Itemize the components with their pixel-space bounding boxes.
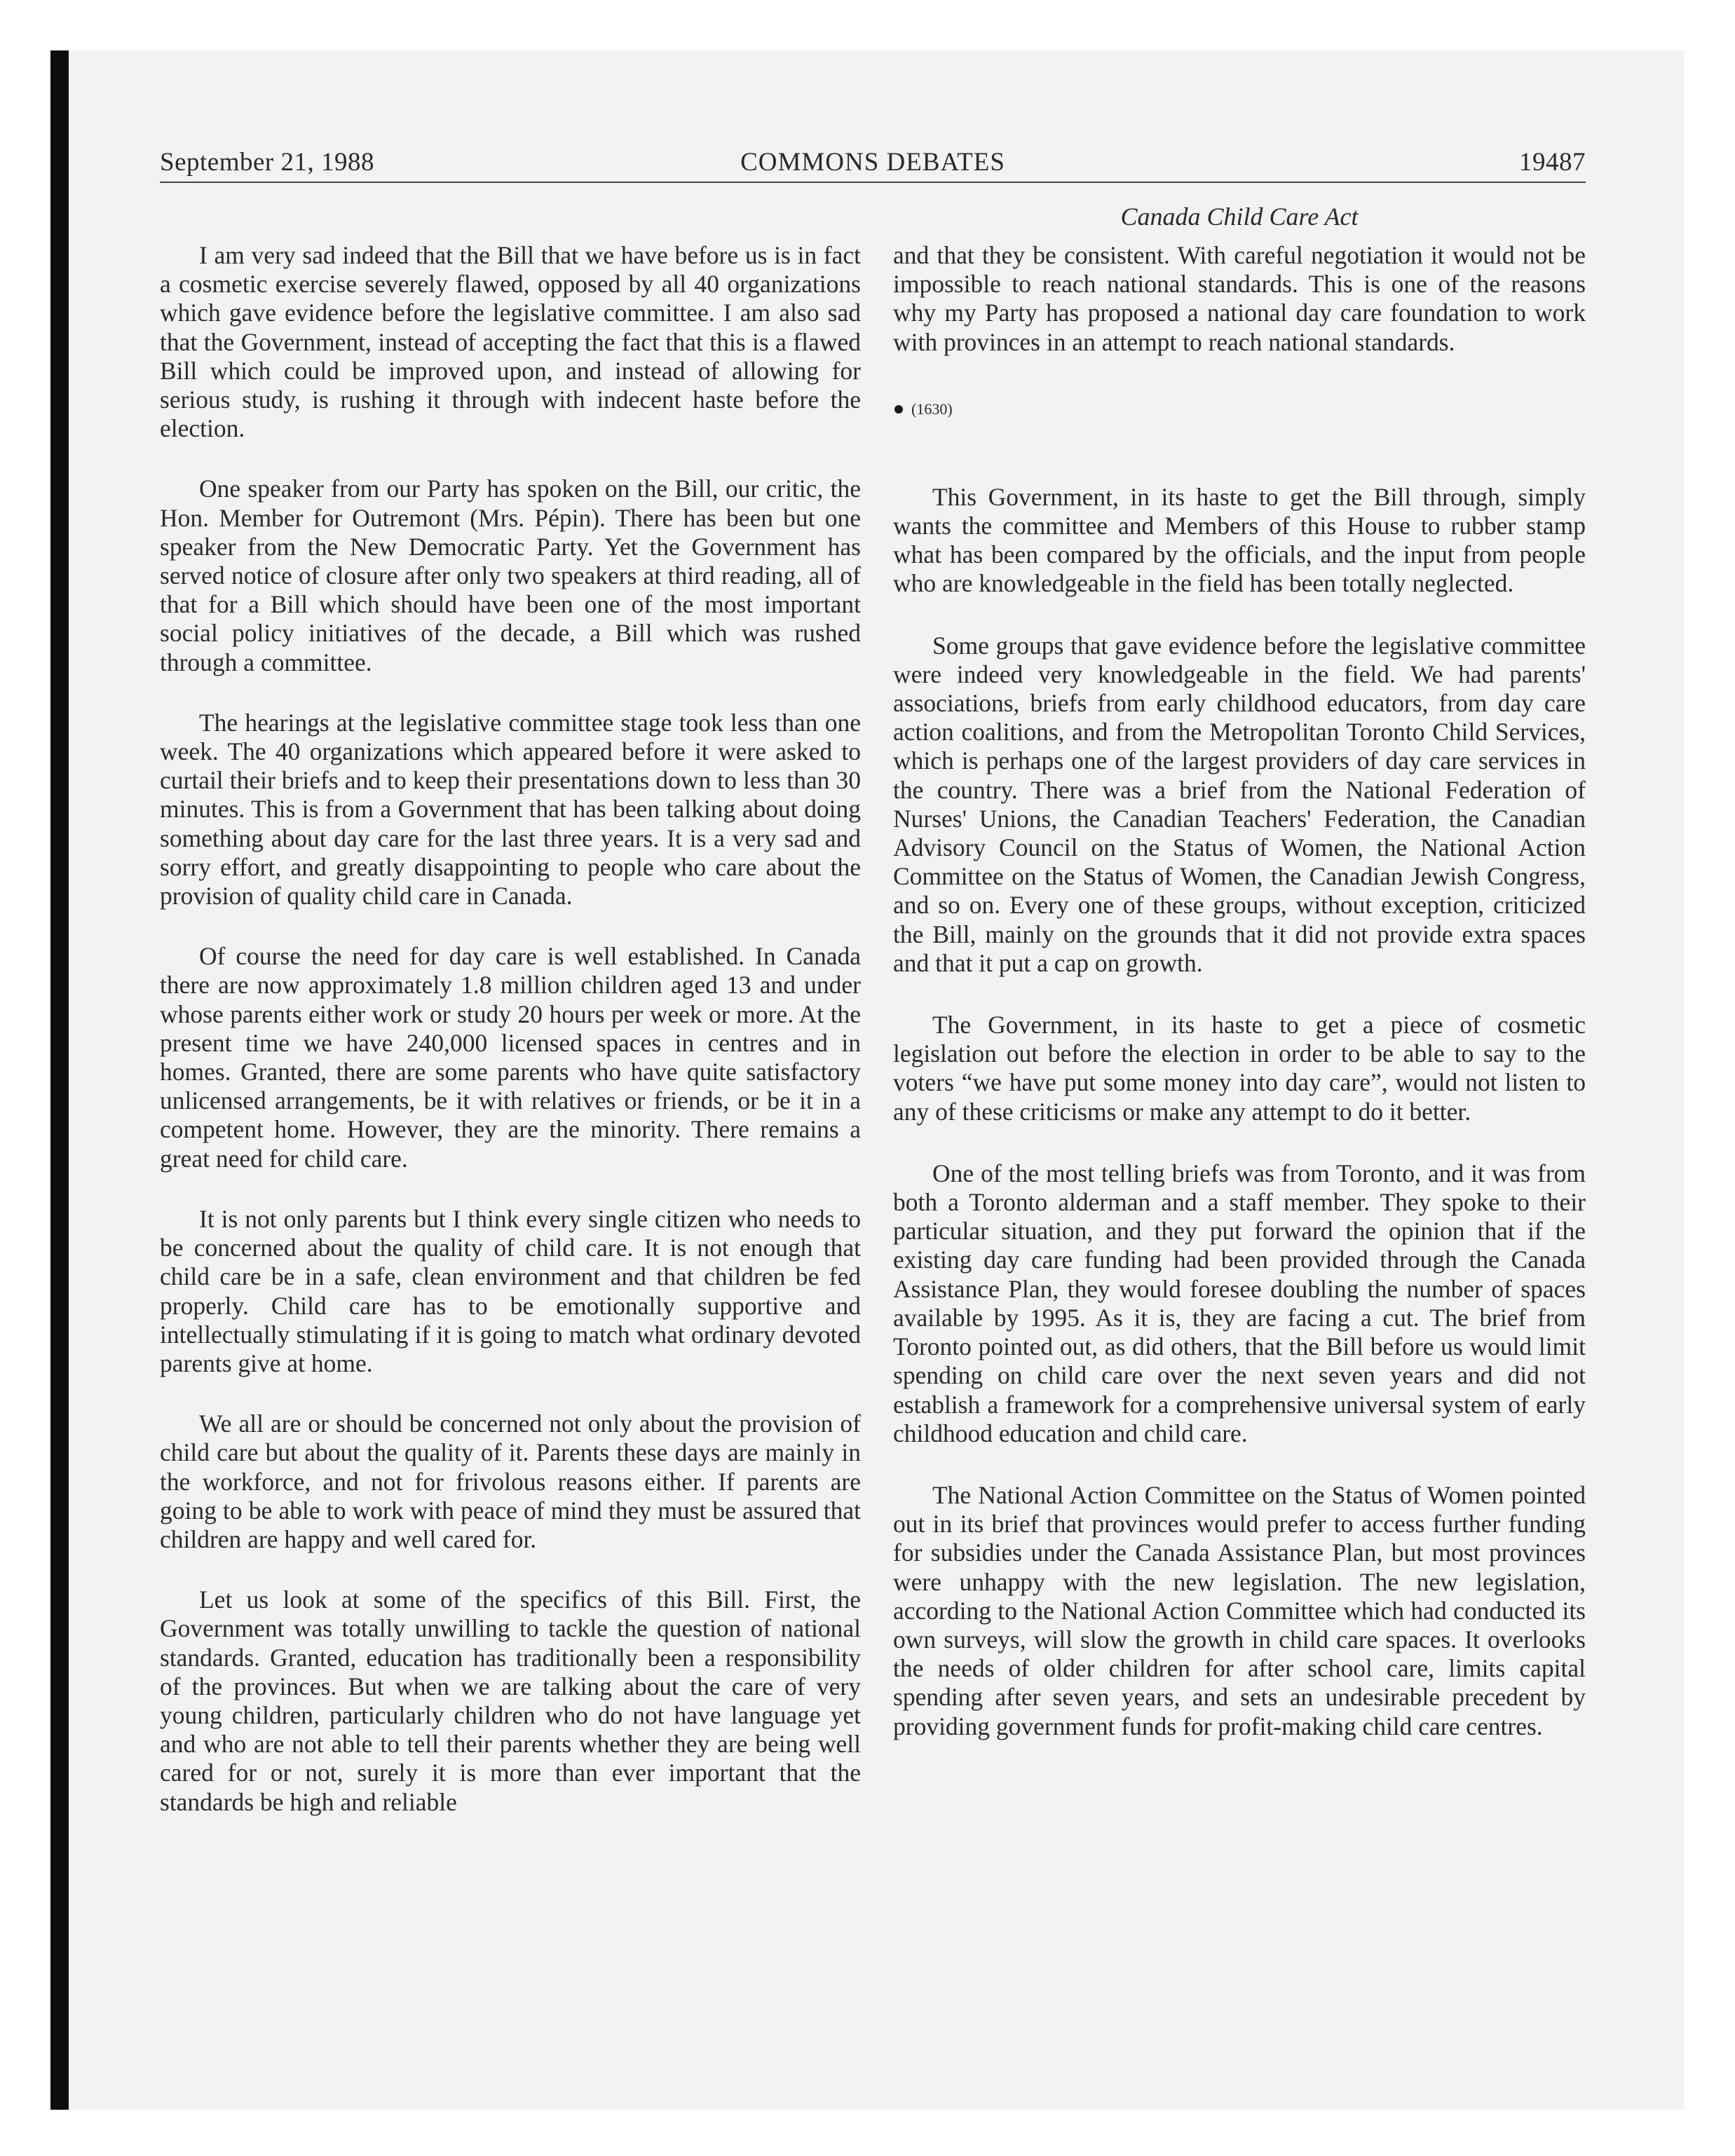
paragraph: The hearings at the legislative committee stage took less than one week. The 40 organizations which appeared before it were asked to curtail their briefs and to keep their presentations down to less than 30 minutes. This is from a Government that has been talking about doing something about day care for the last three years. It is a very sad and sorry effort, and greatly disappointing to people who care about the provision of quality child care in Canada.: [160, 708, 861, 910]
left-column: [160, 241, 861, 1817]
running-header: [160, 143, 1586, 182]
paragraph: This Government, in its haste to get the Bill through, simply wants the committee and Members of this House to rubber stamp what has been compared by the officials, and the input from people who are knowledgeable in the field has been totally neglected.: [893, 482, 1586, 598]
paragraph: One of the most telling briefs was from Toronto, and it was from both a Toronto alderman and a staff member. They spoke to their particular situation, and they put forward the opinion that if the existing day care funding had been provided through the Canada Assistance Plan, they would foresee doubling the number of spaces available by 1995. As it is, they are facing a cut. The brief from Toronto pointed out, as did others, that the Bill before us would limit spending on child care over the next seven years and did not establish a framework for a comprehensive universal system of early childhood education and child care.: [893, 1159, 1586, 1447]
paragraph: Some groups that gave evidence before the legislative committee were indeed very knowledgeable in the field. We had parents' associations, briefs from early childhood educators, from day care action coalitions, and from the Metropolitan Toronto Child Services, which is perhaps one of the largest providers of day care services in the country. There was a brief from the National Federation of Nurses' Unions, the Canadian Teachers' Federation, the Canadian Advisory Council on the Status of Women, the National Action Committee on the Status of Women, the Canadian Jewish Congress, and so on. Every one of these groups, without exception, criticized the Bill, mainly on the grounds that it did not provide extra spaces and that it put a cap on growth.: [893, 631, 1586, 977]
bullet-icon: [894, 405, 903, 414]
paragraph: It is not only parents but I think every single citizen who needs to be concerned about the quality of child care. It is not enough that child care be in a safe, clean environment and that children be fed properly. Child care has to be emotionally supportive and intellectually stimulating if it is going to match what ordinary devoted parents give at home.: [160, 1204, 861, 1377]
section-title: Canada Child Care Act: [1120, 203, 1359, 231]
right-column: [893, 241, 1586, 1741]
header-rule: [160, 182, 1586, 183]
paragraph: The Government, in its haste to get a piece of cosmetic legislation out before the election in order to be able to say to the voters “we have put some money into day care”, would not listen to any of these criticisms or make any attempt to do it better.: [893, 1011, 1586, 1126]
header-publication-title: COMMONS DEBATES: [740, 148, 1005, 177]
scan-binding-edge: [50, 50, 69, 2110]
paragraph: Of course the need for day care is well established. In Canada there are now approximately 1.8 million children aged 13 and under whose parents either work or study 20 hours per week or more. At the present time we have 240,000 licensed spaces in centres and in homes. Granted, there are some parents who have quite satisfactory unlicensed arrangements, be it with relatives or friends, or be it in a competent home. However, they are the minority. There remains a great need for child care.: [160, 942, 861, 1173]
paragraph: Let us look at some of the specifics of this Bill. First, the Government was totally unwilling to tackle the question of national standards. Granted, education has traditionally been a responsibility of the provinces. But when we are talking about the care of very young children, particularly children who do not have language yet and who are not able to tell their parents whether they are being well cared for or not, surely it is more than ever important that the standards be high and reliable: [160, 1585, 861, 1816]
timestamp-marker: [893, 399, 1586, 420]
paragraph: The National Action Committee on the Status of Women pointed out in its brief that provinces would prefer to access further funding for subsidies under the Canada Assistance Plan, but most provinces were unhappy with the new legislation. The new legislation, according to the National Action Committee which had conducted its own surveys, will slow the growth in child care spaces. It overlooks the needs of older children for after school care, limits capital spending after seven years, and sets an undesirable precedent by providing government funds for profit-making child care centres.: [893, 1480, 1586, 1740]
header-date: September 21, 1988: [160, 148, 374, 177]
paragraph: I am very sad indeed that the Bill that we have before us is in fact a cosmetic exercise severely flawed, opposed by all 40 organizations which gave evidence before the legislative committee. I am also sad that the Government, instead of accepting the fact that this is a flawed Bill which could be improved upon, and instead of allowing for serious study, is rushing it through with indecent haste before the election.: [160, 241, 861, 443]
paragraph: We all are or should be concerned not only about the provision of child care but about the quality of it. Parents these days are mainly in the workforce, and not for frivolous reasons either. If parents are going to be able to work with peace of mind they must be assured that children are happy and well cared for.: [160, 1410, 861, 1553]
header-page-number: 19487: [1519, 148, 1586, 177]
timestamp-text: (1630): [911, 400, 953, 418]
paragraph: One speaker from our Party has spoken on the Bill, our critic, the Hon. Member for Outremont (Mrs. Pépin). There has been but one speaker from the New Democratic Party. Yet the Government has served notice of closure after only two speakers at third reading, all of that for a Bill which should have been one of the most important social policy initiatives of the decade, a Bill which was rushed through a committee.: [160, 475, 861, 676]
continued-paragraph: and that they be consistent. With careful negotiation it would not be impossible to reach national standards. This is one of the reasons why my Party has proposed a national day care foundation to work with provinces in an attempt to reach national standards.: [893, 241, 1586, 356]
